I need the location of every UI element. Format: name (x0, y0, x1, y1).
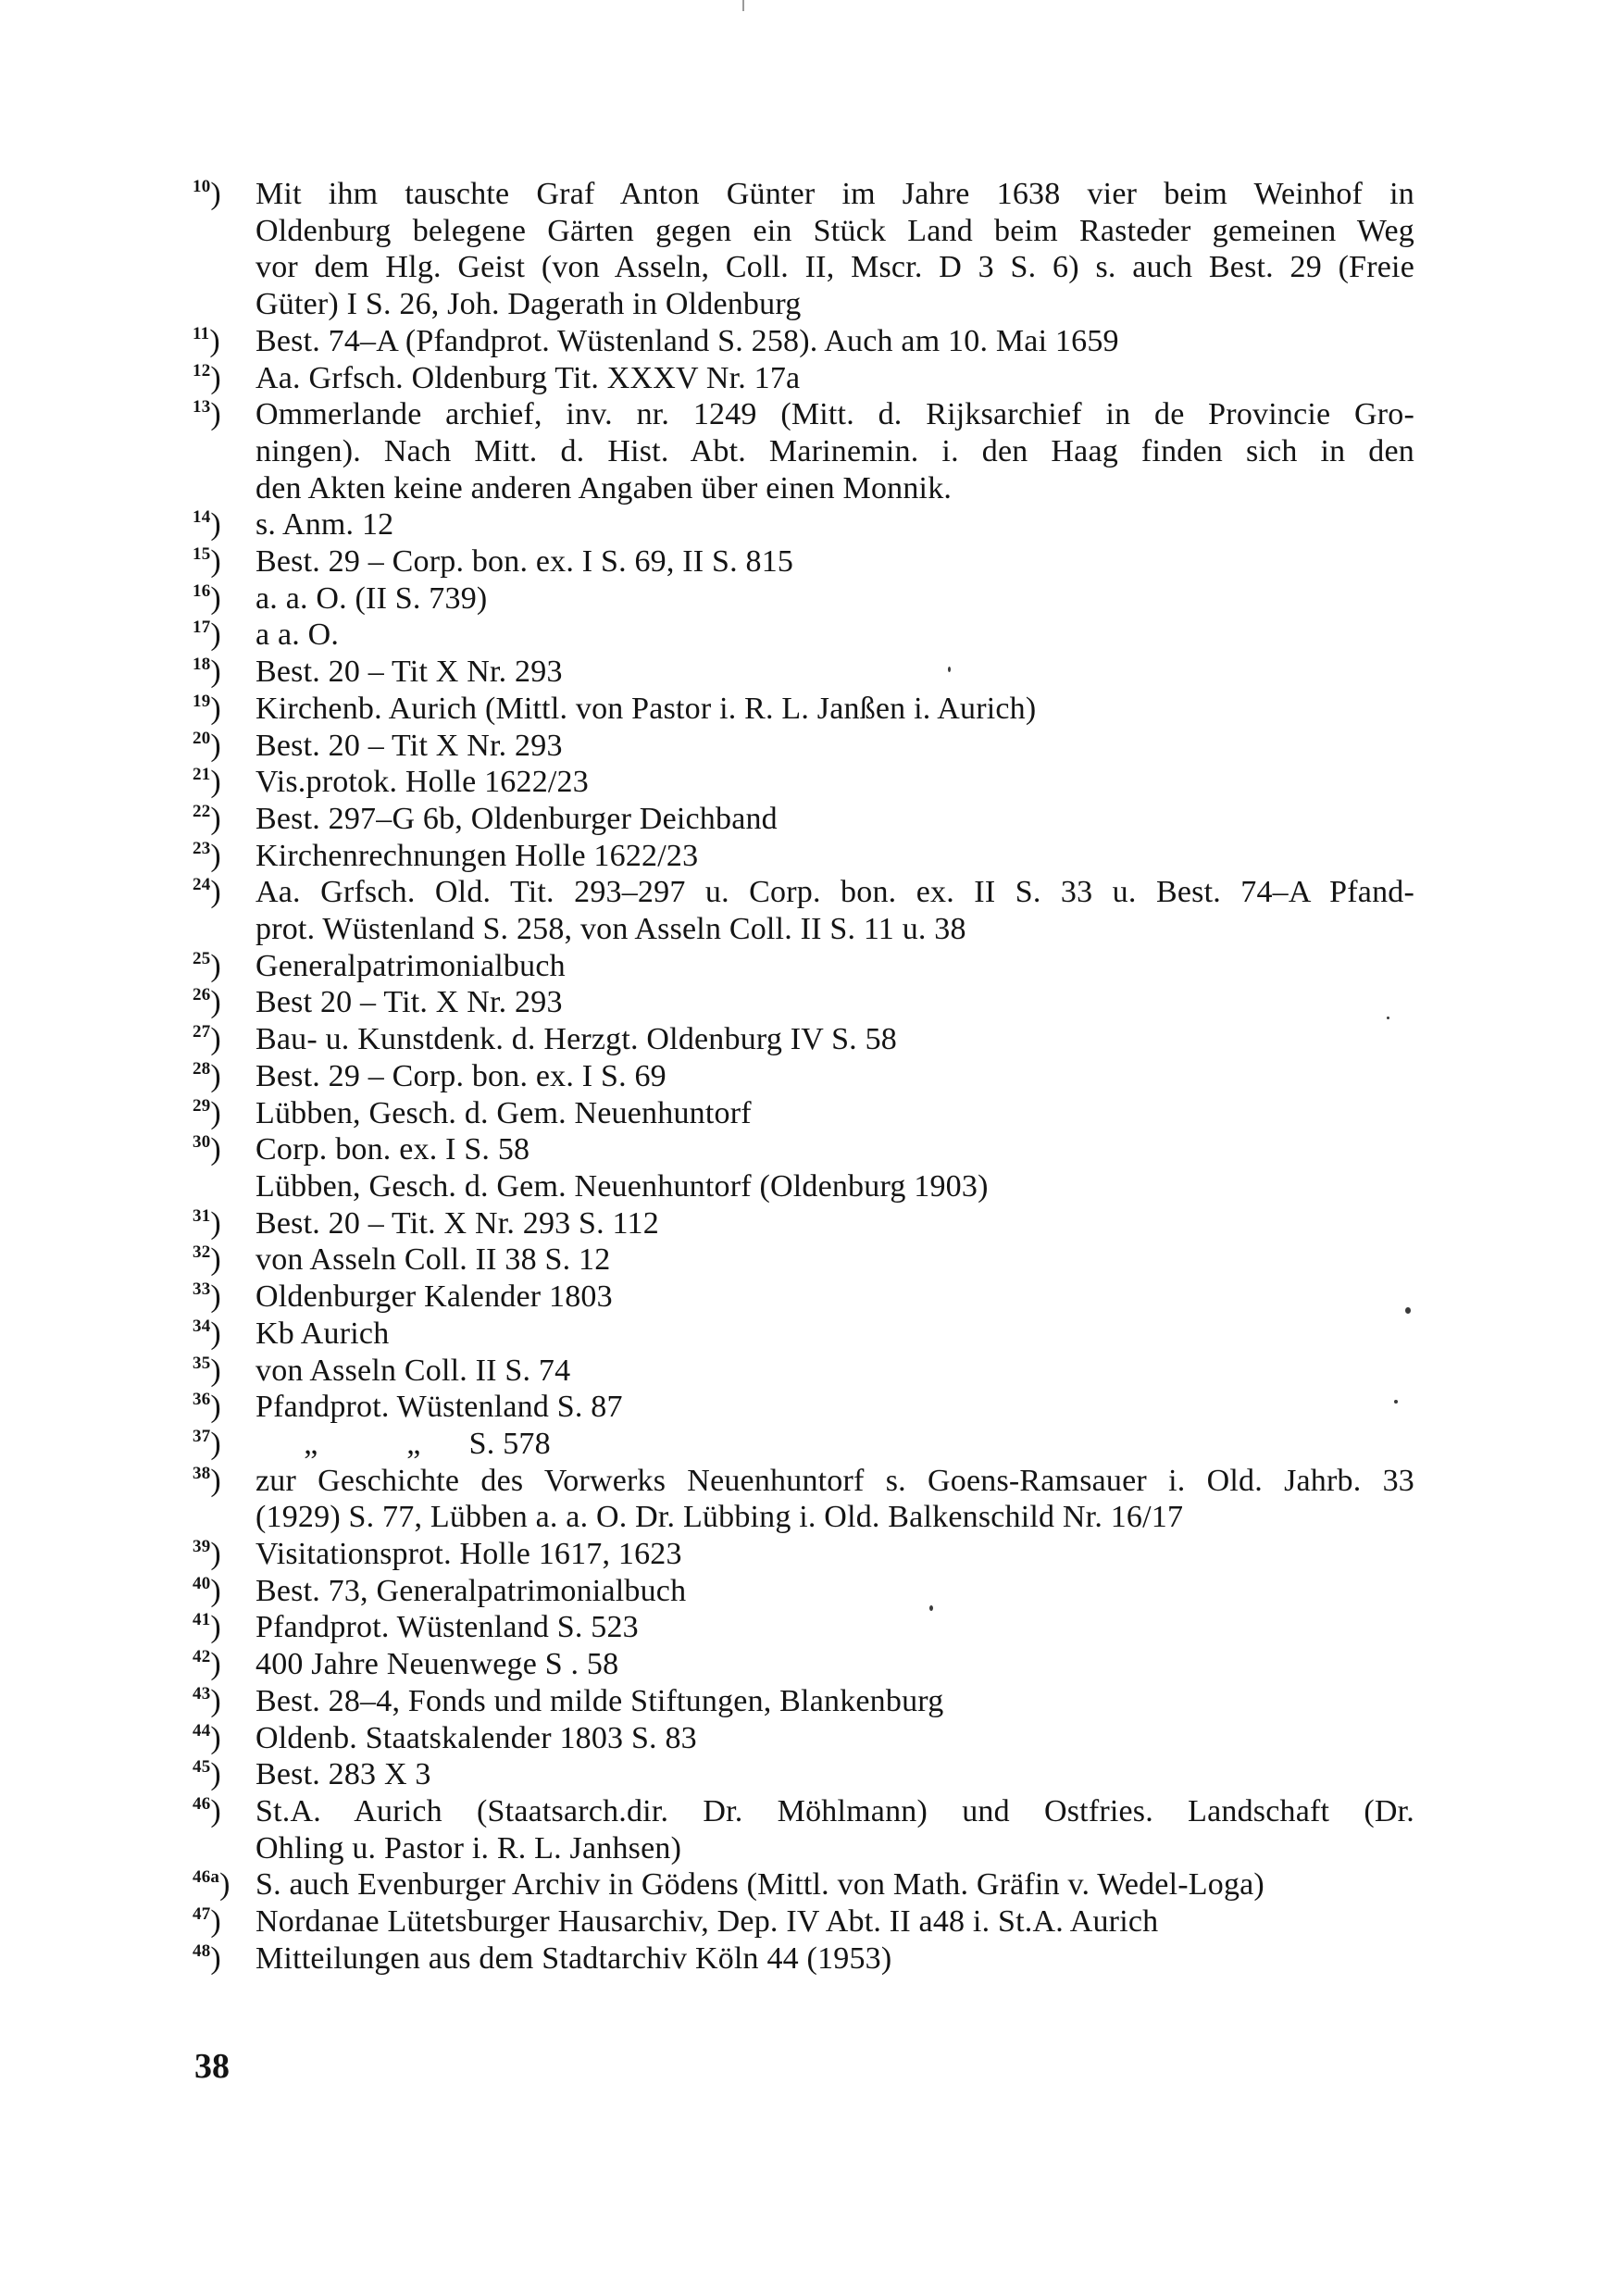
footnote-number: 42 (193, 1647, 211, 1667)
footnote-number: 14 (193, 507, 211, 528)
footnote-number: 47 (193, 1904, 211, 1925)
footnote-text (255, 764, 1414, 801)
footnote-number: 19 (193, 691, 211, 711)
footnote-text (255, 360, 1414, 397)
footnote-line: s. Anm. 12 (255, 507, 394, 543)
footnote-line: (1929) S. 77, Lübben a. a. O. Dr. Lübbing i. Old. Balkenschild Nr. 16/17 (255, 1500, 1184, 1535)
footnote (193, 543, 1414, 580)
footnote-marker: $^{46a}$) (193, 1867, 230, 1903)
footnote (193, 396, 1414, 506)
footnote-line: Kirchenb. Aurich (Mittl. von Pastor i. R. L. Janßen i. Aurich) (255, 691, 1037, 726)
footnote-text (255, 1353, 1414, 1390)
footnote-number: 24 (193, 875, 211, 895)
footnote-line: Lübben, Gesch. d. Gem. Neuenhuntorf (255, 1095, 752, 1130)
footnote-number: 13 (193, 397, 211, 418)
footnote-marker: $^{11}$) (193, 323, 220, 358)
footnote (193, 1242, 1414, 1279)
footnote (193, 1426, 1414, 1463)
footnote-text (255, 1021, 1414, 1058)
footnote (193, 176, 1414, 323)
footnote-number: 33 (193, 1279, 211, 1300)
footnote-text (255, 1793, 1414, 1866)
footnote-text (255, 691, 1414, 728)
footnote (193, 1903, 1414, 1940)
footnote-line: Best. 297–G 6b, Oldenburger Deichband (255, 801, 778, 836)
footnote (193, 1279, 1414, 1316)
footnote (193, 801, 1414, 838)
footnote (193, 1940, 1414, 1978)
footnote-marker: $^{14}$) (193, 507, 221, 543)
footnote-text (255, 580, 1414, 618)
footnote-line: Ohling u. Pastor i. R. L. Janhsen) (255, 1830, 682, 1866)
footnote-number: 11 (193, 323, 210, 343)
footnote-text (255, 654, 1414, 691)
footnote-text (255, 506, 1414, 543)
footnote-marker: $^{31}$) (193, 1205, 221, 1241)
footnote-line: a a. O. (255, 618, 340, 653)
footnote-marker: $^{48}$) (193, 1940, 221, 1976)
footnote-number: 48 (193, 1940, 211, 1961)
footnote-number: 21 (193, 765, 211, 785)
footnote (193, 764, 1414, 801)
footnote-marker: $^{33}$) (193, 1279, 221, 1315)
footnote-text (255, 1389, 1414, 1426)
footnote-line: Mit ihm tauschte Graf Anton Günter im Jahre 1638 vier beim Weinhof in (255, 177, 1414, 211)
footnote-number: 15 (193, 544, 211, 565)
footnote-marker: $^{35}$) (193, 1353, 221, 1388)
footnote (193, 1389, 1414, 1426)
footnote-line: Best. 28–4, Fonds und milde Stiftungen, Blankenburg (255, 1683, 944, 1718)
footnote-line: Generalpatrimonialbuch (255, 948, 566, 983)
footnote (193, 1353, 1414, 1390)
footnote-line: 400 Jahre Neuenwege S . 58 (255, 1647, 619, 1682)
footnote-text (255, 1683, 1414, 1720)
footnote-marker: $^{21}$) (193, 765, 221, 800)
footnote-marker: $^{30}$) (193, 1132, 221, 1167)
footnote-line: Best. 73, Generalpatrimonialbuch (255, 1573, 687, 1608)
footnote-text (255, 323, 1414, 360)
footnote-text (255, 1279, 1414, 1316)
footnote-marker: $^{12}$) (193, 360, 221, 395)
footnote-line: Kirchenrechnungen Holle 1622/23 (255, 838, 699, 873)
footnote-marker: $^{13}$) (193, 397, 221, 432)
footnote-text (255, 543, 1414, 580)
footnote-number: 25 (193, 948, 211, 968)
footnote-text (255, 1756, 1414, 1793)
footnote (193, 1316, 1414, 1353)
footnote (193, 1866, 1414, 1903)
footnote-text (255, 617, 1414, 654)
footnote-text (255, 948, 1414, 985)
footnote (193, 1021, 1414, 1058)
footnote (193, 1646, 1414, 1683)
footnote-marker: $^{47}$) (193, 1904, 221, 1940)
footnote (193, 1095, 1414, 1132)
footnote-marker: $^{42}$) (193, 1647, 221, 1682)
footnote-text (255, 801, 1414, 838)
footnote-number: 32 (193, 1242, 211, 1263)
footnote-text (255, 838, 1414, 875)
footnote-number: 29 (193, 1095, 211, 1116)
footnote (193, 874, 1414, 947)
footnote-text (255, 396, 1414, 506)
footnote-number: 20 (193, 728, 211, 748)
footnote-line: Ommerlande archief, inv. nr. 1249 (Mitt. d. Rijksarchief in de Provincie Gro- (255, 397, 1414, 432)
footnote-marker: $^{36}$) (193, 1390, 221, 1425)
page-number: 38 (194, 2047, 230, 2086)
footnote-line: Kb Aurich (255, 1316, 390, 1351)
footnote-marker: $^{32}$) (193, 1242, 221, 1278)
footnote-line: Corp. bon. ex. I S. 58 (255, 1132, 530, 1167)
footnote-marker: $^{45}$) (193, 1757, 221, 1792)
footnote (193, 654, 1414, 691)
footnote-marker: $^{19}$) (193, 691, 221, 726)
footnote-number: 44 (193, 1720, 211, 1741)
footnote-text (255, 1463, 1414, 1536)
footnote-line: Best. 20 – Tit X Nr. 293 (255, 655, 563, 690)
footnote (193, 838, 1414, 875)
footnote-text (255, 874, 1414, 947)
footnote (193, 506, 1414, 543)
footnote-text (255, 1573, 1414, 1610)
footnote-line: Bau- u. Kunstdenk. d. Herzgt. Oldenburg IV S. 58 (255, 1022, 897, 1057)
footnote-number: 37 (193, 1426, 211, 1446)
footnote-number: 39 (193, 1537, 211, 1557)
footnote-number: 36 (193, 1390, 211, 1410)
footnote-text (255, 1609, 1414, 1646)
footnote-marker: $^{29}$) (193, 1095, 221, 1130)
footnote-number: 17 (193, 618, 211, 638)
footnote-line: Aa. Grfsch. Oldenburg Tit. XXXV Nr. 17a (255, 360, 801, 395)
footnote (193, 617, 1414, 654)
footnote (193, 1536, 1414, 1573)
footnote-line: St.A. Aurich (Staatsarch.dir. Dr. Möhlmann) und Ostfries. Landschaft (Dr. (255, 1793, 1414, 1828)
footnote-number: 26 (193, 985, 211, 1005)
footnote-text (255, 1646, 1414, 1683)
footnote-line: „ „ S. 578 (255, 1426, 551, 1461)
footnote-line: Mitteilungen aus dem Stadtarchiv Köln 44 (1953) (255, 1940, 892, 1976)
footnote-text (255, 1095, 1414, 1132)
footnote-line: Best. 20 – Tit X Nr. 293 (255, 728, 563, 763)
footnote (193, 948, 1414, 985)
footnote-line: a. a. O. (II S. 739) (255, 580, 488, 616)
scan-speck (948, 667, 951, 672)
footnote-number: 31 (193, 1205, 211, 1226)
footnote-text (255, 1205, 1414, 1242)
footnote-number: 12 (193, 360, 211, 381)
footnote-marker: $^{37}$) (193, 1426, 221, 1461)
footnote (193, 1131, 1414, 1204)
footnote-number: 22 (193, 801, 211, 821)
scan-speck (1394, 1400, 1398, 1404)
footnote-number: 34 (193, 1316, 211, 1336)
footnote-line: Pfandprot. Wüstenland S. 523 (255, 1610, 639, 1645)
footnote (193, 691, 1414, 728)
footnote-text (255, 1940, 1414, 1978)
footnote-marker: $^{43}$) (193, 1683, 221, 1718)
footnote (193, 1720, 1414, 1757)
scan-speck (1387, 1017, 1389, 1019)
footnote-line: Nordanae Lütetsburger Hausarchiv, Dep. IV Abt. II a48 i. St.A. Aurich (255, 1904, 1159, 1940)
footnote (193, 1609, 1414, 1646)
footnote-number: 40 (193, 1573, 211, 1593)
footnote-line: Aa. Grfsch. Old. Tit. 293–297 u. Corp. bon. ex. II S. 33 u. Best. 74–A Pfand- (255, 875, 1414, 910)
footnote-line: Oldenb. Staatskalender 1803 S. 83 (255, 1720, 697, 1755)
footnote-line: Best. 20 – Tit. X Nr. 293 S. 112 (255, 1205, 659, 1241)
footnote-number: 27 (193, 1022, 211, 1042)
footnote (193, 1756, 1414, 1793)
footnote-line: ningen). Nach Mitt. d. Hist. Abt. Marinemin. i. den Haag finden sich in den (255, 433, 1414, 468)
footnote-number: 28 (193, 1058, 211, 1079)
footnote-line: Best. 74–A (Pfandprot. Wüstenland S. 258). Auch am 10. Mai 1659 (255, 323, 1119, 358)
footnote-marker: $^{23}$) (193, 838, 221, 873)
footnote-line: prot. Wüstenland S. 258, von Asseln Coll. II S. 11 u. 38 (255, 912, 966, 947)
footnote-number: 43 (193, 1683, 211, 1703)
footnote (193, 323, 1414, 360)
footnote (193, 360, 1414, 397)
footnote-number: 46a (193, 1867, 220, 1888)
footnote-text (255, 1131, 1414, 1204)
footnote-line: den Akten keine anderen Angaben über einen Monnik. (255, 470, 953, 505)
footnote (193, 1058, 1414, 1095)
footnote-text (255, 728, 1414, 765)
footnote-marker: $^{18}$) (193, 655, 221, 690)
footnote-line: Oldenburger Kalender 1803 (255, 1279, 613, 1315)
scan-speck (929, 1605, 933, 1611)
scan-speck (1405, 1307, 1411, 1314)
footnote-line: zur Geschichte des Vorwerks Neuenhuntorf s. Goens-Ramsauer i. Old. Jahrb. 33 (255, 1463, 1414, 1498)
footnote-text (255, 1426, 1414, 1463)
footnote-list (193, 176, 1414, 1977)
footnote-marker: $^{27}$) (193, 1022, 221, 1057)
footnote-text (255, 1242, 1414, 1279)
footnote-text (255, 176, 1414, 323)
footnote-marker: $^{25}$) (193, 948, 221, 983)
footnote-number: 35 (193, 1353, 211, 1373)
footnote (193, 1683, 1414, 1720)
footnote-number: 41 (193, 1610, 211, 1630)
footnote-text (255, 984, 1414, 1021)
footnote-number: 10 (193, 177, 211, 196)
footnote-line: Best. 29 – Corp. bon. ex. I S. 69, II S. 815 (255, 544, 794, 580)
footnote-number: 16 (193, 580, 211, 601)
footnote-text (255, 1866, 1414, 1903)
footnote-number: 30 (193, 1132, 211, 1153)
footnote-text (255, 1536, 1414, 1573)
footnote-line: Best. 283 X 3 (255, 1757, 431, 1792)
footnote-number: 46 (193, 1793, 211, 1814)
footnote (193, 728, 1414, 765)
footnote-marker: $^{34}$) (193, 1316, 221, 1351)
footnote-line: Lübben, Gesch. d. Gem. Neuenhuntorf (Oldenburg 1903) (255, 1168, 989, 1204)
footnote-line: Oldenburg belegene Gärten gegen ein Stück Land beim Rasteder gemeinen Weg (255, 213, 1414, 248)
footnote-marker: $^{10}$) (193, 177, 221, 211)
footnote-marker: $^{16}$) (193, 580, 221, 616)
footnote-marker: $^{40}$) (193, 1573, 221, 1608)
footnote-line: von Asseln Coll. II S. 74 (255, 1353, 571, 1388)
footnote-marker: $^{26}$) (193, 985, 221, 1020)
footnote-text (255, 1720, 1414, 1757)
footnote-text (255, 1058, 1414, 1095)
footnote-line: vor dem Hlg. Geist (von Asseln, Coll. II, Mscr. D 3 S. 6) s. auch Best. 29 (Freie (255, 250, 1414, 285)
footnote-marker: $^{17}$) (193, 618, 221, 653)
footnote (193, 1793, 1414, 1866)
footnote-text (255, 1903, 1414, 1940)
footnote (193, 1205, 1414, 1242)
footnote-line: Pfandprot. Wüstenland S. 87 (255, 1390, 623, 1425)
footnote-marker: $^{46}$) (193, 1793, 221, 1828)
footnote-number: 23 (193, 838, 211, 858)
footnote-line: Best 20 – Tit. X Nr. 293 (255, 985, 563, 1020)
footnote-line: S. auch Evenburger Archiv in Gödens (Mittl. von Math. Gräfin v. Wedel-Loga) (255, 1867, 1264, 1903)
footnote-line: Vis.protok. Holle 1622/23 (255, 765, 589, 800)
footnote-marker: $^{41}$) (193, 1610, 221, 1645)
footnote-line: Best. 29 – Corp. bon. ex. I S. 69 (255, 1058, 666, 1093)
footnote-number: 18 (193, 655, 211, 675)
footnote-line: Güter) I S. 26, Joh. Dagerath in Oldenburg (255, 287, 802, 322)
footnote-number: 38 (193, 1463, 211, 1483)
footnote-marker: $^{39}$) (193, 1537, 221, 1572)
footnote (193, 580, 1414, 618)
footnote (193, 1463, 1414, 1536)
footnote-marker: $^{38}$) (193, 1463, 221, 1498)
footnote (193, 1573, 1414, 1610)
footnote-number: 45 (193, 1757, 211, 1778)
footnote-line: Visitationsprot. Holle 1617, 1623 (255, 1537, 682, 1572)
footnote-text (255, 1316, 1414, 1353)
footnote-line: von Asseln Coll. II 38 S. 12 (255, 1242, 611, 1278)
scan-fold-mark (742, 0, 744, 11)
footnote-marker: $^{44}$) (193, 1720, 221, 1755)
footnote-marker: $^{15}$) (193, 544, 221, 580)
footnote (193, 984, 1414, 1021)
footnote-marker: $^{24}$) (193, 875, 221, 910)
footnote-marker: $^{20}$) (193, 728, 221, 763)
footnote-marker: $^{28}$) (193, 1058, 221, 1093)
footnote-marker: $^{22}$) (193, 801, 221, 836)
